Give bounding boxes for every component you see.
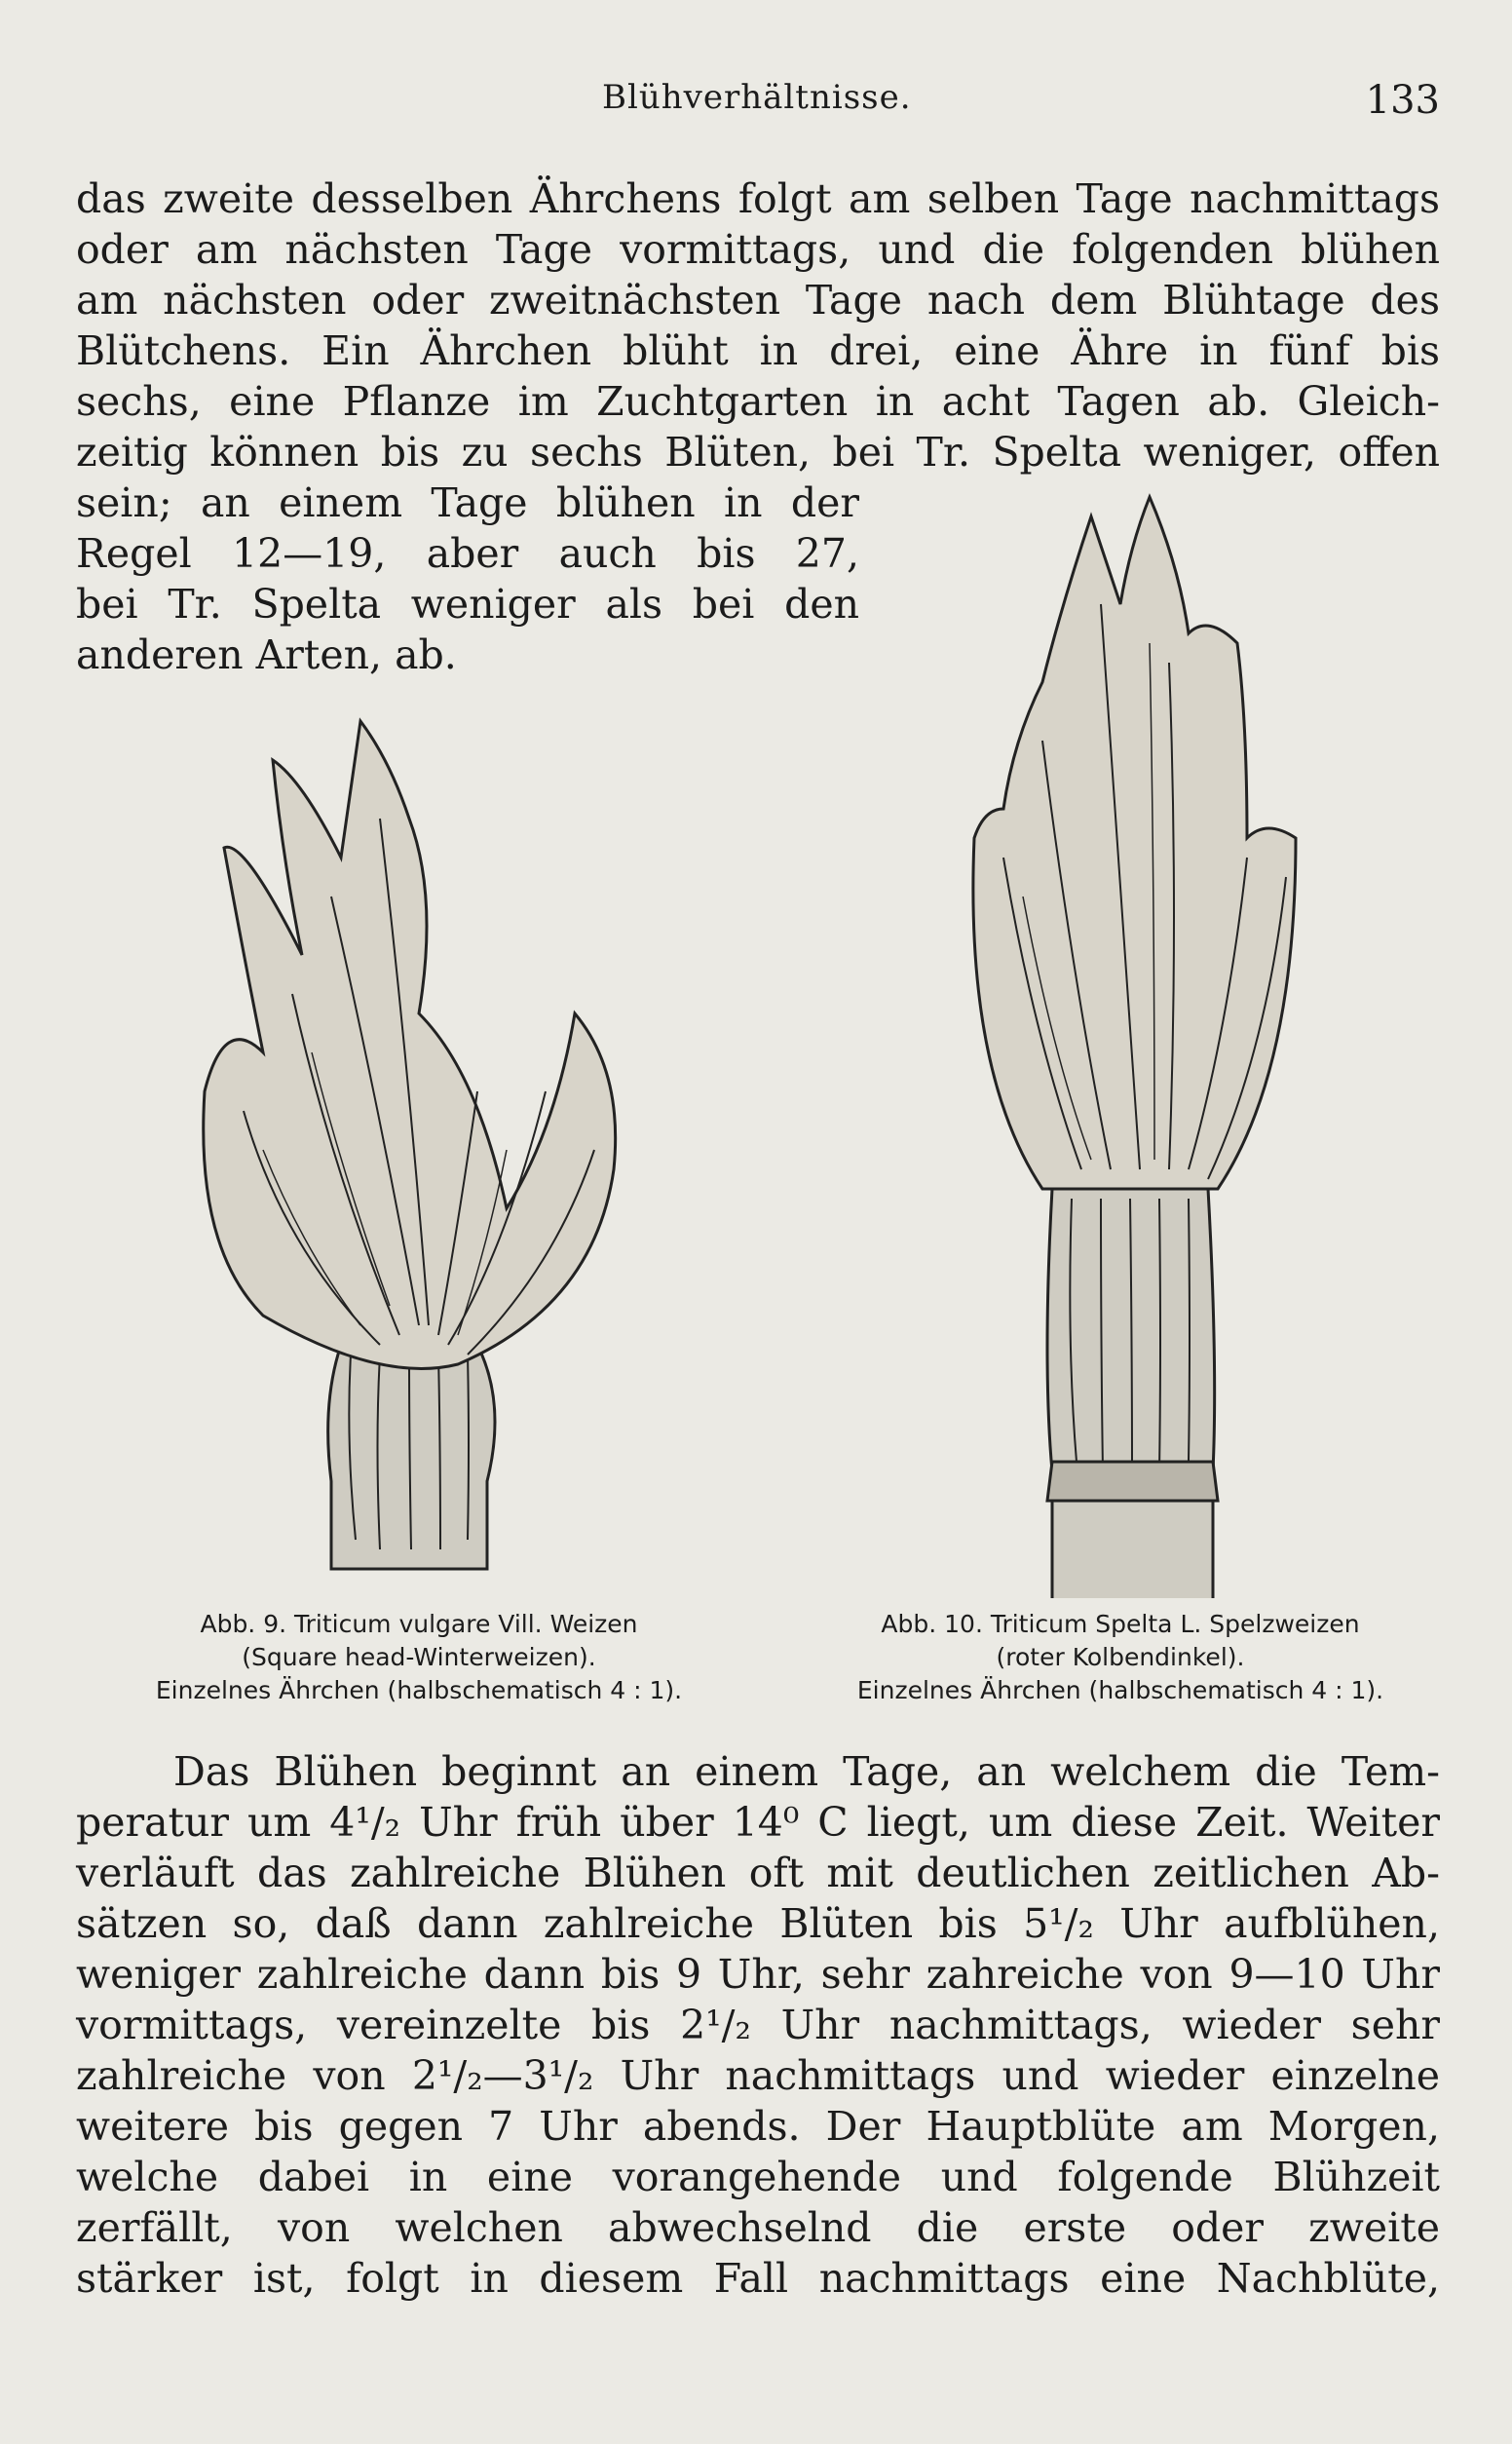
text-line: Das Blühen beginnt an einem Tage, an welchem die Tem- — [173, 1748, 1440, 1795]
text-line: anderen Arten, ab. — [76, 631, 457, 678]
figure-9-illustration — [185, 702, 643, 1579]
text-line: sein; an einem Tage blühen in der — [76, 479, 859, 526]
text-line: vormittags, vereinzelte bis 2¹/₂ Uhr nachmittags, wieder sehr — [76, 2002, 1440, 2048]
wheat-spikelet-drawing — [185, 702, 643, 1579]
text-line: welche dabei in eine vorangehende und folgende Blühzeit — [76, 2154, 1440, 2200]
text-line: verläuft das zahlreiche Blühen oft mit deutlichen zeitlichen Ab- — [76, 1850, 1440, 1896]
caption-line: (Square head-Winterweizen). — [242, 1643, 596, 1671]
caption-line: (roter Kolbendinkel). — [996, 1643, 1245, 1671]
text-line: am nächsten oder zweitnächsten Tage nach dem Blühtage des — [76, 277, 1440, 324]
text-line: bei Tr. Spelta weniger als bei den — [76, 581, 859, 628]
text-line: Regel 12—19, aber auch bis 27, — [76, 530, 859, 577]
figure-10-caption — [799, 1608, 1442, 1707]
page-number: 133 — [1365, 78, 1440, 123]
text-line: zahlreiche von 2¹/₂—3¹/₂ Uhr nachmittags und wieder einzelne — [76, 2052, 1440, 2099]
text-line: Blütchens. Ein Ährchen blüht in drei, eine Ähre in fünf bis — [76, 327, 1440, 374]
spelt-spikelet-drawing — [955, 487, 1325, 1608]
page-header — [76, 78, 1440, 136]
caption-line: Abb. 9. Triticum vulgare Vill. Weizen — [200, 1610, 638, 1638]
text-line: zerfällt, von welchen abwechselnd die erste oder zweite — [76, 2204, 1440, 2251]
text-line: das zweite desselben Ährchens folgt am selben Tage nachmittags — [76, 175, 1440, 222]
caption-line: Abb. 10. Triticum Spelta L. Spelzweizen — [881, 1610, 1360, 1638]
text-line: weniger zahlreiche dann bis 9 Uhr, sehr zahreiche von 9—10 Uhr — [76, 1951, 1440, 1998]
text-line: sechs, eine Pflanze im Zuchtgarten in acht Tagen ab. Gleich- — [76, 378, 1440, 425]
text-line: sätzen so, daß dann zahlreiche Blüten bis 5¹/₂ Uhr aufblühen, — [76, 1900, 1440, 1947]
figure-9-caption — [97, 1608, 740, 1707]
text-line: weitere bis gegen 7 Uhr abends. Der Hauptblüte am Morgen, — [76, 2103, 1440, 2150]
caption-line: Einzelnes Ährchen (halbschematisch 4 : 1). — [155, 1676, 683, 1704]
figure-10-illustration — [955, 487, 1325, 1608]
text-line: peratur um 4¹/₂ Uhr früh über 14⁰ C liegt, um diese Zeit. Weiter — [76, 1799, 1440, 1846]
caption-line: Einzelnes Ährchen (halbschematisch 4 : 1). — [856, 1676, 1384, 1704]
running-head: Blühverhältnisse. — [602, 78, 912, 117]
text-line: oder am nächsten Tage vormittags, und die folgenden blühen — [76, 226, 1440, 273]
text-line: stärker ist, folgt in diesem Fall nachmittags eine Nachblüte, — [76, 2255, 1440, 2302]
text-line: zeitig können bis zu sechs Blüten, bei Tr. Spelta weniger, offen — [76, 429, 1440, 476]
